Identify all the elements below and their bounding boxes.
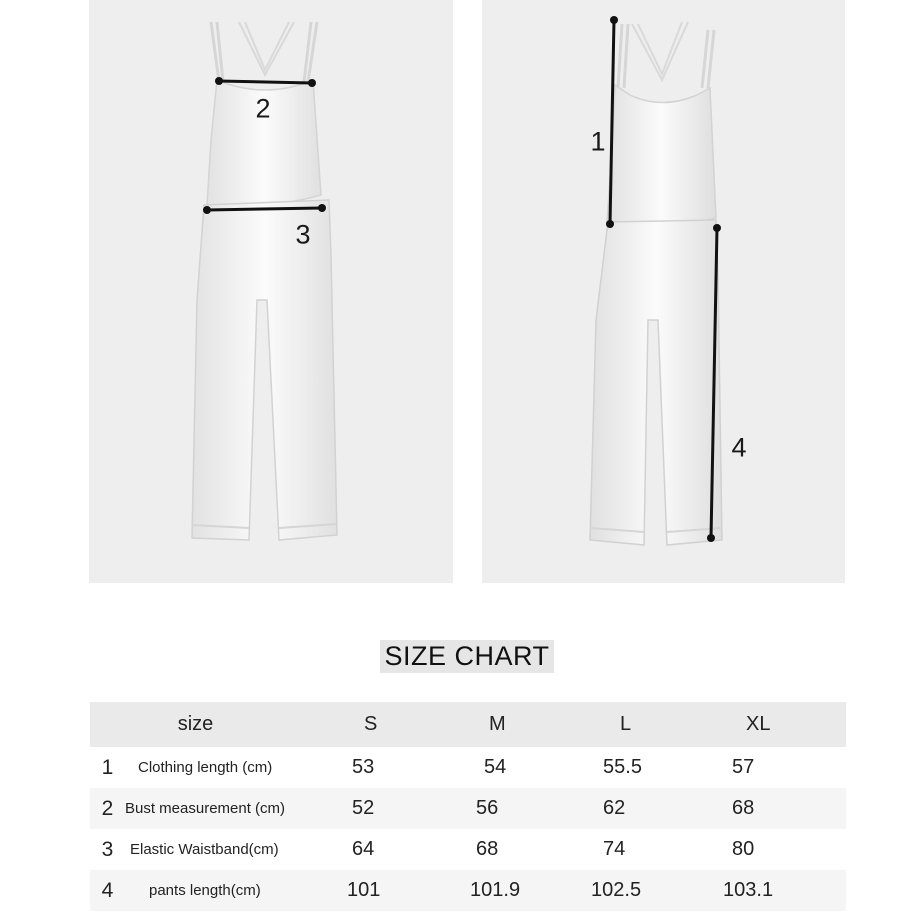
size-chart-title-text: SIZE CHART: [384, 641, 550, 671]
cell-value: 64: [352, 838, 375, 860]
cell-value: 68: [732, 797, 755, 819]
table-row: [90, 747, 846, 788]
waist-measure-label: 3: [295, 219, 311, 250]
back-straps: [618, 24, 714, 88]
row-number: 1: [101, 755, 114, 779]
cell-value: 53: [352, 756, 375, 778]
row-label: Elastic Waistband(cm): [130, 841, 279, 858]
cell-value: 101: [347, 879, 381, 901]
cell-value: 62: [603, 797, 626, 819]
row-number: 2: [101, 796, 114, 820]
length-measure-label: 1: [590, 126, 606, 157]
header-size-xl: XL: [746, 713, 771, 735]
pants-measure-label: 4: [731, 432, 747, 463]
row-label: pants length(cm): [149, 882, 261, 899]
header-size-l: L: [620, 713, 632, 735]
row-number: 3: [101, 837, 114, 861]
cell-value: 54: [484, 756, 507, 778]
cell-value: 101.9: [470, 879, 521, 901]
cell-value: 56: [476, 797, 499, 819]
row-label: Clothing length (cm): [138, 759, 273, 776]
size-table: [90, 702, 846, 911]
size-chart-title: [380, 640, 554, 673]
cell-value: 74: [603, 838, 626, 860]
back-pants: [590, 220, 722, 545]
bust-measure-label: 2: [255, 93, 271, 124]
row-label: Bust measurement (cm): [125, 800, 286, 817]
cell-value: 57: [732, 756, 755, 778]
header-size-s: S: [364, 713, 378, 735]
table-row: [90, 788, 846, 829]
front-garment-illustration: [89, 0, 453, 583]
row-number: 4: [101, 878, 114, 902]
cell-value: 102.5: [591, 879, 642, 901]
back-garment-illustration: [482, 0, 845, 583]
table-row: [90, 829, 846, 870]
back-view-image: [482, 0, 845, 583]
front-view-image: [89, 0, 453, 583]
header-size-m: M: [489, 713, 506, 735]
table-header-row: [90, 702, 846, 747]
front-pants: [192, 200, 337, 540]
cell-value: 103.1: [723, 879, 774, 901]
cell-value: 80: [732, 838, 755, 860]
cell-value: 68: [476, 838, 499, 860]
table-row: [90, 870, 846, 911]
header-size-label: size: [177, 713, 214, 735]
cell-value: 55.5: [603, 756, 642, 778]
back-camisole: [607, 85, 716, 226]
cell-value: 52: [352, 797, 375, 819]
